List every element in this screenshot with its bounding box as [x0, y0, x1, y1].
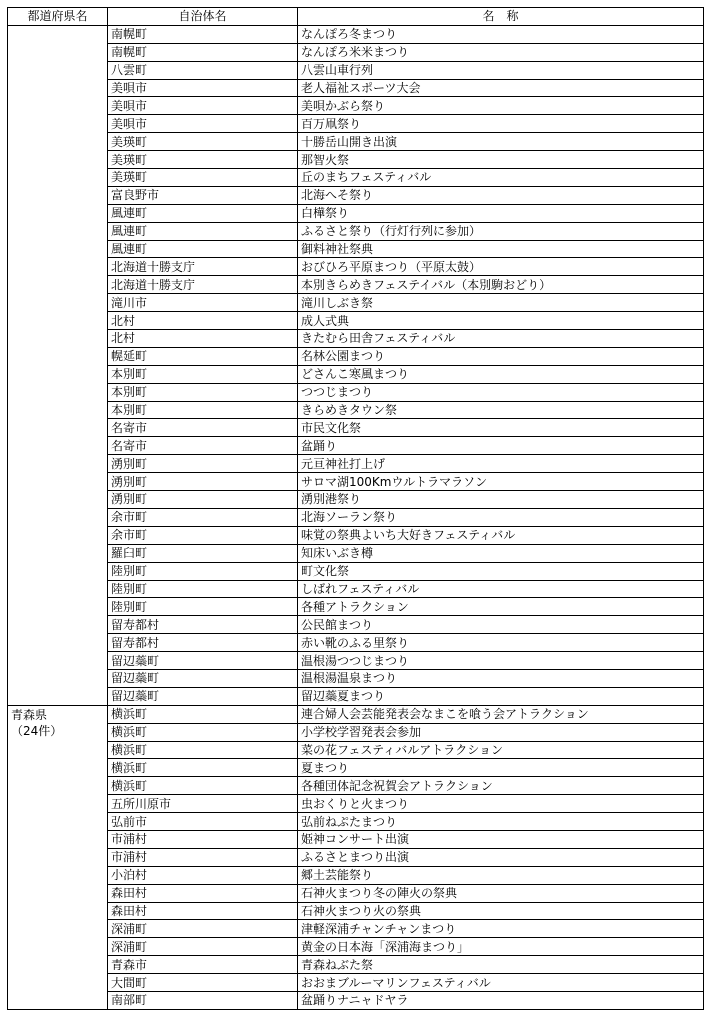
table-row [8, 777, 704, 795]
municipality-cell: 留辺蘂町 [108, 652, 298, 670]
event-name-cell: 名林公園まつり [298, 347, 704, 365]
municipality-cell: 名寄市 [108, 419, 298, 437]
municipality-cell: 湧別町 [108, 491, 298, 509]
municipality-cell: 大間町 [108, 974, 298, 992]
municipality-cell: 美瑛町 [108, 151, 298, 169]
event-name-cell: 温根湯温泉まつり [298, 669, 704, 687]
header-prefecture: 都道府県名 [8, 8, 108, 26]
table-row [8, 419, 704, 437]
event-name-cell: ふるさとまつり出演 [298, 848, 704, 866]
municipality-cell: 南部町 [108, 991, 298, 1009]
event-name-cell: 十勝岳山開き出演 [298, 133, 704, 151]
table-row [8, 491, 704, 509]
event-name-cell: 元亘神社打上げ [298, 455, 704, 473]
event-name-cell: 石神火まつり火の祭典 [298, 902, 704, 920]
table-row [8, 186, 704, 204]
table-row [8, 204, 704, 222]
prefecture-name: 青森県 [11, 707, 48, 722]
event-name-cell: なんぽろ冬まつり [298, 25, 704, 43]
municipality-cell: 留辺蘂町 [108, 687, 298, 705]
municipality-cell: 美唄市 [108, 115, 298, 133]
municipality-cell: 陸別町 [108, 580, 298, 598]
municipality-cell: 本別町 [108, 401, 298, 419]
table-row [8, 330, 704, 348]
event-name-cell: 成人式典 [298, 312, 704, 330]
municipality-cell: 余市町 [108, 508, 298, 526]
table-row [8, 258, 704, 276]
table-row [8, 616, 704, 634]
table-row [8, 705, 704, 723]
municipality-cell: 横浜町 [108, 705, 298, 723]
event-name-cell: 夏まつり [298, 759, 704, 777]
event-name-cell: 八雲山車行列 [298, 61, 704, 79]
event-name-cell: 公民館まつり [298, 616, 704, 634]
municipality-cell: 本別町 [108, 383, 298, 401]
municipality-cell: 風連町 [108, 240, 298, 258]
table-row [8, 741, 704, 759]
event-name-cell: 石神火まつり冬の陣火の祭典 [298, 884, 704, 902]
municipality-cell: 森田村 [108, 884, 298, 902]
prefecture-cell [8, 705, 108, 1009]
event-name-cell: 青森ねぶた祭 [298, 956, 704, 974]
municipality-cell: 湧別町 [108, 455, 298, 473]
event-name-cell: 町文化祭 [298, 562, 704, 580]
municipality-cell: 美瑛町 [108, 169, 298, 187]
municipality-cell: 森田村 [108, 902, 298, 920]
table-row [8, 455, 704, 473]
event-name-cell: 津軽深浦チャンチャンまつり [298, 920, 704, 938]
table-row [8, 902, 704, 920]
municipality-cell: 羅臼町 [108, 544, 298, 562]
event-name-cell: どさんこ寒風まつり [298, 365, 704, 383]
table-row [8, 347, 704, 365]
table-row [8, 312, 704, 330]
table-row [8, 580, 704, 598]
event-name-cell: 知床いぶき樽 [298, 544, 704, 562]
municipality-cell: 北海道十勝支庁 [108, 276, 298, 294]
event-name-cell: きたむら田舎フェスティバル [298, 330, 704, 348]
table-row [8, 401, 704, 419]
table-row [8, 562, 704, 580]
table-row [8, 43, 704, 61]
festival-list-sheet [7, 7, 703, 1010]
table-row [8, 920, 704, 938]
event-name-cell: 菜の花フェスティバルアトラクション [298, 741, 704, 759]
municipality-cell: 風連町 [108, 204, 298, 222]
event-name-cell: ふるさと祭り（行灯行列に参加） [298, 222, 704, 240]
municipality-cell: 湧別町 [108, 473, 298, 491]
municipality-cell: 名寄市 [108, 437, 298, 455]
table-row [8, 97, 704, 115]
event-name-cell: 小学校学習発表会参加 [298, 723, 704, 741]
event-name-cell: 各種団体記念祝賀会アトラクション [298, 777, 704, 795]
municipality-cell: 留寿都村 [108, 634, 298, 652]
prefecture-count: （24件） [11, 723, 63, 738]
event-name-cell: 郷土芸能祭り [298, 866, 704, 884]
event-name-cell: 味覚の祭典よいち大好きフェスティバル [298, 526, 704, 544]
table-row [8, 598, 704, 616]
prefecture-cell [8, 25, 108, 705]
municipality-cell: 幌延町 [108, 347, 298, 365]
table-row [8, 222, 704, 240]
event-name-cell: 市民文化祭 [298, 419, 704, 437]
municipality-cell: 市浦村 [108, 830, 298, 848]
event-name-cell: 温根湯つつじまつり [298, 652, 704, 670]
event-name-cell: 滝川しぶき祭 [298, 294, 704, 312]
event-name-cell: おおまブルーマリンフェスティバル [298, 974, 704, 992]
table-row [8, 544, 704, 562]
event-name-cell: 盆踊りナニャドヤラ [298, 991, 704, 1009]
table-row [8, 884, 704, 902]
municipality-cell: 横浜町 [108, 777, 298, 795]
table-row [8, 813, 704, 831]
event-name-cell: 白樺祭り [298, 204, 704, 222]
event-name-cell: 丘のまちフェスティバル [298, 169, 704, 187]
table-row [8, 133, 704, 151]
municipality-cell: 南幌町 [108, 25, 298, 43]
table-row [8, 795, 704, 813]
municipality-cell: 余市町 [108, 526, 298, 544]
municipality-cell: 滝川市 [108, 294, 298, 312]
municipality-cell: 市浦村 [108, 848, 298, 866]
event-name-cell: 北海ソーラン祭り [298, 508, 704, 526]
municipality-cell: 八雲町 [108, 61, 298, 79]
table-body [8, 25, 704, 1009]
table-row [8, 652, 704, 670]
event-name-cell: 虫おくりと火まつり [298, 795, 704, 813]
table-row [8, 115, 704, 133]
table-row [8, 383, 704, 401]
event-name-cell: 百万凧祭り [298, 115, 704, 133]
event-name-cell: つつじまつり [298, 383, 704, 401]
event-name-cell: 本別きらめきフェステイバル（本別駒おどり） [298, 276, 704, 294]
table-row [8, 61, 704, 79]
event-name-cell: 留辺蘂夏まつり [298, 687, 704, 705]
table-row [8, 991, 704, 1009]
municipality-cell: 深浦町 [108, 920, 298, 938]
event-name-cell: 赤い靴のふる里祭り [298, 634, 704, 652]
municipality-cell: 陸別町 [108, 598, 298, 616]
event-name-cell: きらめきタウン祭 [298, 401, 704, 419]
header-municipality: 自治体名 [108, 8, 298, 26]
municipality-cell: 南幌町 [108, 43, 298, 61]
table-row [8, 956, 704, 974]
municipality-cell: 横浜町 [108, 759, 298, 777]
municipality-cell: 横浜町 [108, 741, 298, 759]
table-row [8, 294, 704, 312]
event-name-cell: 各種アトラクション [298, 598, 704, 616]
table-row [8, 759, 704, 777]
table-row [8, 938, 704, 956]
table-row [8, 687, 704, 705]
table-row [8, 437, 704, 455]
event-name-cell: 湧別港祭り [298, 491, 704, 509]
municipality-cell: 北村 [108, 330, 298, 348]
table-row [8, 25, 704, 43]
table-row [8, 723, 704, 741]
municipality-cell: 美唄市 [108, 97, 298, 115]
event-name-cell: しばれフェスティバル [298, 580, 704, 598]
municipality-cell: 北海道十勝支庁 [108, 258, 298, 276]
table-row [8, 974, 704, 992]
event-name-cell: 北海へそ祭り [298, 186, 704, 204]
municipality-cell: 風連町 [108, 222, 298, 240]
table-row [8, 526, 704, 544]
municipality-cell: 弘前市 [108, 813, 298, 831]
table-row [8, 365, 704, 383]
table-row [8, 276, 704, 294]
municipality-cell: 富良野市 [108, 186, 298, 204]
municipality-cell: 留寿都村 [108, 616, 298, 634]
event-name-cell: おびひろ平原まつり（平原太鼓） [298, 258, 704, 276]
event-name-cell: 御料神社祭典 [298, 240, 704, 258]
table-row [8, 848, 704, 866]
table-row [8, 169, 704, 187]
table-row [8, 240, 704, 258]
municipality-cell: 北村 [108, 312, 298, 330]
event-name-cell: 老人福祉スポーツ大会 [298, 79, 704, 97]
municipality-cell: 深浦町 [108, 938, 298, 956]
event-name-cell: 美唄かぶら祭り [298, 97, 704, 115]
table-row [8, 473, 704, 491]
municipality-cell: 留辺蘂町 [108, 669, 298, 687]
municipality-cell: 陸別町 [108, 562, 298, 580]
municipality-cell: 青森市 [108, 956, 298, 974]
table-row [8, 866, 704, 884]
municipality-cell: 本別町 [108, 365, 298, 383]
event-name-cell: 那智火祭 [298, 151, 704, 169]
event-name-cell: 連合婦人会芸能発表会なまこを喰う会アトラクション [298, 705, 704, 723]
table-row [8, 508, 704, 526]
header-name: 名 称 [298, 8, 704, 26]
municipality-cell: 美瑛町 [108, 133, 298, 151]
event-name-cell: 姫神コンサート出演 [298, 830, 704, 848]
municipality-cell: 五所川原市 [108, 795, 298, 813]
municipality-cell: 横浜町 [108, 723, 298, 741]
event-name-cell: 弘前ねぷたまつり [298, 813, 704, 831]
table-row [8, 79, 704, 97]
table-row [8, 669, 704, 687]
municipality-cell: 美唄市 [108, 79, 298, 97]
header-row [8, 8, 704, 26]
event-name-cell: サロマ湖100Kmウルトラマラソン [298, 473, 704, 491]
event-name-cell: なんぽろ米米まつり [298, 43, 704, 61]
event-name-cell: 黄金の日本海「深浦海まつり」 [298, 938, 704, 956]
table-row [8, 830, 704, 848]
municipality-cell: 小泊村 [108, 866, 298, 884]
event-name-cell: 盆踊り [298, 437, 704, 455]
festival-table [7, 7, 704, 1010]
table-row [8, 634, 704, 652]
table-row [8, 151, 704, 169]
